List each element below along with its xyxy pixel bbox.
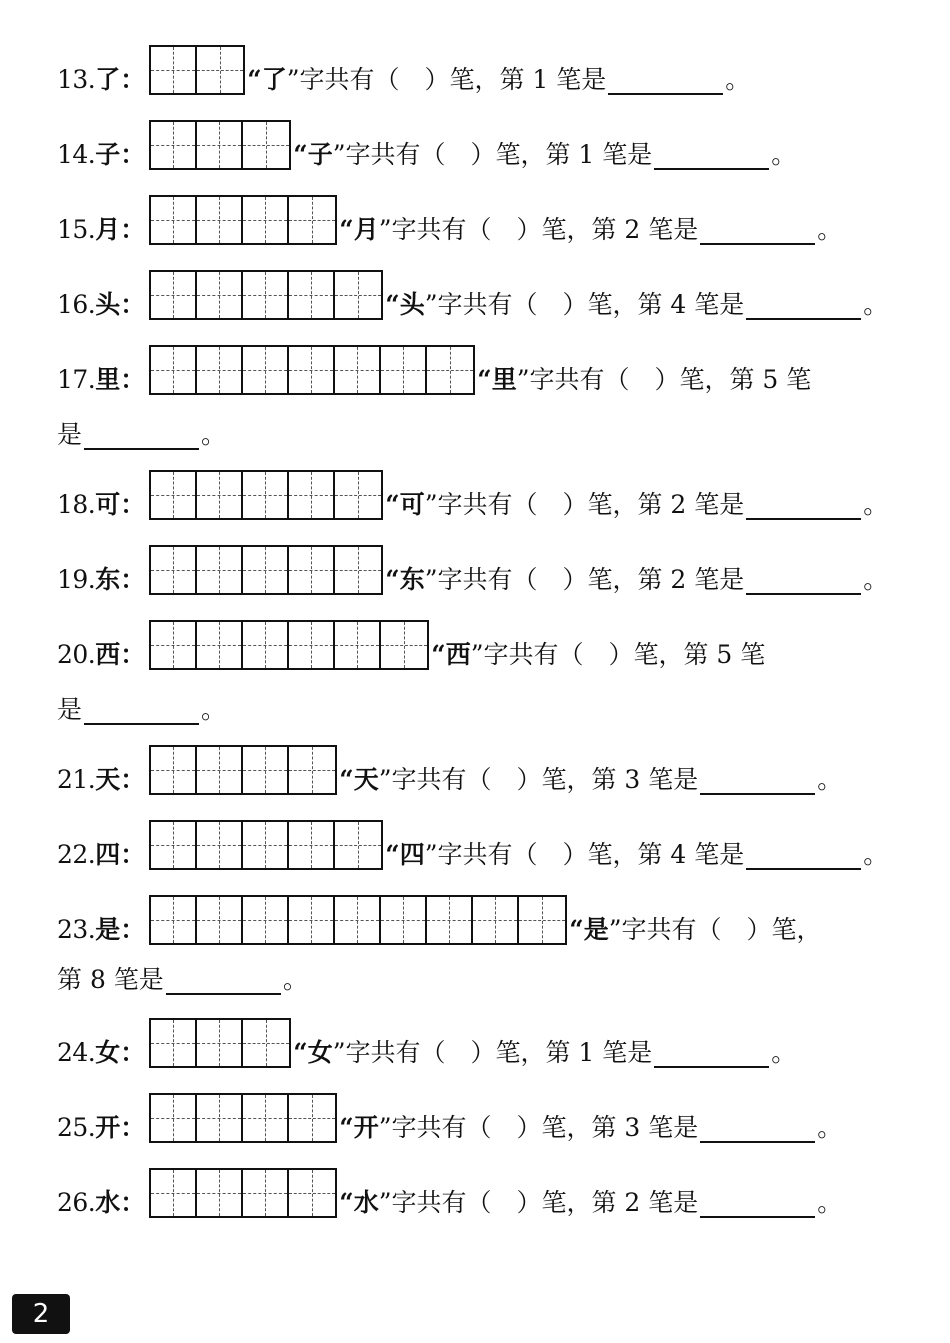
writing-cell[interactable] [151,472,197,518]
open-quote: “ [293,1038,308,1067]
period: 。 [771,140,797,169]
target-character: 里 [95,365,121,394]
colon: ： [120,640,146,669]
period: 。 [863,490,889,519]
writing-cell[interactable] [197,347,243,393]
question-row [57,895,822,945]
writing-grid[interactable] [149,820,383,870]
colon: ： [120,1038,146,1067]
writing-cell[interactable] [289,547,335,593]
writing-cell[interactable] [289,1095,335,1141]
period: 。 [863,840,889,869]
writing-cell[interactable] [197,622,243,668]
answer-blank[interactable] [84,424,199,450]
colon: ： [120,915,146,944]
question-row [57,1018,796,1068]
writing-cell[interactable] [197,1095,243,1141]
question-number: 24. [57,1038,96,1067]
writing-cell[interactable] [289,747,335,793]
prompt-text: ”字共有（ ）笔，第 5 笔 [516,365,812,394]
question-row [57,45,750,95]
writing-grid[interactable] [149,345,475,395]
colon: ： [120,1113,146,1142]
open-quote: “ [293,140,308,169]
writing-grid[interactable] [149,745,337,795]
answer-blank[interactable] [746,844,861,870]
quoted-character: 女 [307,1038,333,1067]
answer-blank[interactable] [700,1192,815,1218]
writing-cell[interactable] [335,822,381,868]
colon: ： [120,365,146,394]
period: 。 [771,1038,797,1067]
target-character: 天 [95,765,121,794]
quoted-character: 水 [353,1188,379,1217]
continuation-text: 第 8 笔是 [57,965,164,994]
writing-cell[interactable] [197,547,243,593]
open-quote: “ [339,765,354,794]
quoted-character: 西 [445,640,471,669]
question-number: 16. [57,290,96,319]
writing-cell[interactable] [335,272,381,318]
open-quote: “ [339,215,354,244]
writing-cell[interactable] [335,472,381,518]
writing-cell[interactable] [243,347,289,393]
writing-grid[interactable] [149,620,429,670]
answer-blank[interactable] [654,1042,769,1068]
question-number: 13. [57,65,96,94]
period: 。 [817,215,843,244]
writing-cell[interactable] [289,197,335,243]
target-character: 开 [95,1113,121,1142]
target-character: 东 [95,565,121,594]
question-number: 22. [57,840,96,869]
open-quote: “ [385,290,400,319]
period: 。 [725,65,751,94]
prompt-text: ”字共有（ ）笔，第 2 笔是 [378,1188,699,1217]
writing-grid[interactable] [149,895,567,945]
writing-cell[interactable] [427,897,473,943]
writing-cell[interactable] [427,347,473,393]
question-number: 17. [57,365,96,394]
target-character: 月 [95,215,121,244]
question-number: 18. [57,490,96,519]
target-character: 水 [95,1188,121,1217]
question-number: 14. [57,140,96,169]
writing-cell[interactable] [335,622,381,668]
target-character: 了 [95,65,121,94]
writing-grid[interactable] [149,1168,337,1218]
writing-cell[interactable] [243,897,289,943]
answer-blank[interactable] [84,699,199,725]
colon: ： [120,765,146,794]
question-row [57,820,888,870]
writing-grid[interactable] [149,545,383,595]
prompt-text: ”字共有（ ）笔，第 1 笔是 [332,140,653,169]
writing-cell[interactable] [243,197,289,243]
writing-cell[interactable] [289,622,335,668]
writing-cell[interactable] [243,547,289,593]
writing-cell[interactable] [197,47,243,93]
writing-cell[interactable] [151,122,197,168]
writing-cell[interactable] [243,1095,289,1141]
question-number: 21. [57,765,96,794]
question-row [57,345,811,395]
writing-cell[interactable] [197,122,243,168]
period: 。 [201,695,227,724]
page-number: 2 [12,1294,70,1334]
period: 。 [282,965,308,994]
writing-cell[interactable] [151,822,197,868]
writing-cell[interactable] [197,1020,243,1066]
writing-grid[interactable] [149,1018,291,1068]
quoted-character: 了 [261,65,287,94]
writing-cell[interactable] [197,1170,243,1216]
answer-blank[interactable] [700,219,815,245]
open-quote: “ [247,65,262,94]
colon: ： [120,290,146,319]
period: 。 [201,420,227,449]
period: 。 [817,1188,843,1217]
period: 。 [863,565,889,594]
colon: ： [120,490,146,519]
question-row [57,195,842,245]
writing-cell[interactable] [335,347,381,393]
quoted-character: 月 [353,215,379,244]
target-character: 四 [95,840,121,869]
open-quote: “ [431,640,446,669]
colon: ： [120,565,146,594]
quoted-character: 东 [399,565,425,594]
prompt-text: ”字共有（ ）笔， [608,915,822,944]
answer-blank[interactable] [746,569,861,595]
colon: ： [120,1188,146,1217]
answer-blank[interactable] [608,69,723,95]
answer-blank[interactable] [746,494,861,520]
target-character: 西 [95,640,121,669]
writing-cell[interactable] [243,1170,289,1216]
question-continuation [57,965,308,995]
writing-cell[interactable] [289,1170,335,1216]
answer-blank[interactable] [746,294,861,320]
writing-cell[interactable] [151,1170,197,1216]
question-number: 26. [57,1188,96,1217]
quoted-character: 天 [353,765,379,794]
writing-grid[interactable] [149,120,291,170]
question-continuation [57,695,226,725]
writing-cell[interactable] [151,197,197,243]
answer-blank[interactable] [700,769,815,795]
writing-cell[interactable] [473,897,519,943]
prompt-text: ”字共有（ ）笔，第 2 笔是 [378,215,699,244]
writing-cell[interactable] [197,272,243,318]
continuation-text: 是 [57,695,83,724]
writing-cell[interactable] [151,1020,197,1066]
question-row [57,620,765,670]
quoted-character: 里 [491,365,517,394]
writing-cell[interactable] [151,272,197,318]
question-row [57,270,888,320]
target-character: 头 [95,290,121,319]
question-row [57,745,842,795]
writing-grid[interactable] [149,270,383,320]
writing-cell[interactable] [243,122,289,168]
target-character: 子 [95,140,121,169]
colon: ： [120,215,146,244]
target-character: 是 [95,915,121,944]
target-character: 女 [95,1038,121,1067]
writing-cell[interactable] [243,1020,289,1066]
writing-cell[interactable] [197,822,243,868]
colon: ： [120,65,146,94]
quoted-character: 是 [583,915,609,944]
answer-blank[interactable] [654,144,769,170]
writing-cell[interactable] [381,347,427,393]
question-number: 23. [57,915,96,944]
question-row [57,470,888,520]
colon: ： [120,140,146,169]
open-quote: “ [385,565,400,594]
writing-cell[interactable] [289,272,335,318]
writing-grid[interactable] [149,470,383,520]
writing-cell[interactable] [243,272,289,318]
open-quote: “ [339,1113,354,1142]
writing-cell[interactable] [151,47,197,93]
open-quote: “ [339,1188,354,1217]
continuation-text: 是 [57,420,83,449]
open-quote: “ [385,840,400,869]
writing-cell[interactable] [335,897,381,943]
writing-cell[interactable] [243,747,289,793]
writing-cell[interactable] [243,622,289,668]
prompt-text: ”字共有（ ）笔，第 4 笔是 [424,840,745,869]
writing-cell[interactable] [381,622,427,668]
writing-cell[interactable] [151,547,197,593]
period: 。 [863,290,889,319]
prompt-text: ”字共有（ ）笔，第 2 笔是 [424,565,745,594]
answer-blank[interactable] [166,969,281,995]
prompt-text: ”字共有（ ）笔，第 3 笔是 [378,1113,699,1142]
writing-cell[interactable] [151,747,197,793]
writing-cell[interactable] [197,747,243,793]
quoted-character: 四 [399,840,425,869]
writing-cell[interactable] [289,822,335,868]
writing-grid[interactable] [149,1093,337,1143]
prompt-text: ”字共有（ ）笔，第 4 笔是 [424,290,745,319]
prompt-text: ”字共有（ ）笔，第 1 笔是 [332,1038,653,1067]
question-number: 25. [57,1113,96,1142]
writing-cell[interactable] [151,622,197,668]
writing-cell[interactable] [289,472,335,518]
writing-cell[interactable] [197,197,243,243]
quoted-character: 头 [399,290,425,319]
colon: ： [120,840,146,869]
prompt-text: ”字共有（ ）笔，第 1 笔是 [286,65,607,94]
prompt-text: ”字共有（ ）笔，第 3 笔是 [378,765,699,794]
writing-cell[interactable] [151,347,197,393]
open-quote: “ [385,490,400,519]
quoted-character: 可 [399,490,425,519]
question-row [57,1168,842,1218]
answer-blank[interactable] [700,1117,815,1143]
question-number: 19. [57,565,96,594]
writing-cell[interactable] [243,472,289,518]
writing-cell[interactable] [381,897,427,943]
period: 。 [817,765,843,794]
prompt-text: ”字共有（ ）笔，第 5 笔 [470,640,766,669]
writing-cell[interactable] [197,897,243,943]
question-number: 20. [57,640,96,669]
quoted-character: 子 [307,140,333,169]
writing-cell[interactable] [335,547,381,593]
writing-cell[interactable] [151,897,197,943]
quoted-character: 开 [353,1113,379,1142]
writing-cell[interactable] [243,822,289,868]
writing-grid[interactable] [149,195,337,245]
prompt-text: ”字共有（ ）笔，第 2 笔是 [424,490,745,519]
question-continuation [57,420,226,450]
question-number: 15. [57,215,96,244]
question-row [57,545,888,595]
open-quote: “ [569,915,584,944]
writing-cell[interactable] [151,1095,197,1141]
question-row [57,1093,842,1143]
writing-grid[interactable] [149,45,245,95]
question-row [57,120,796,170]
target-character: 可 [95,490,121,519]
writing-cell[interactable] [519,897,565,943]
writing-cell[interactable] [289,347,335,393]
writing-cell[interactable] [197,472,243,518]
writing-cell[interactable] [289,897,335,943]
period: 。 [817,1113,843,1142]
open-quote: “ [477,365,492,394]
